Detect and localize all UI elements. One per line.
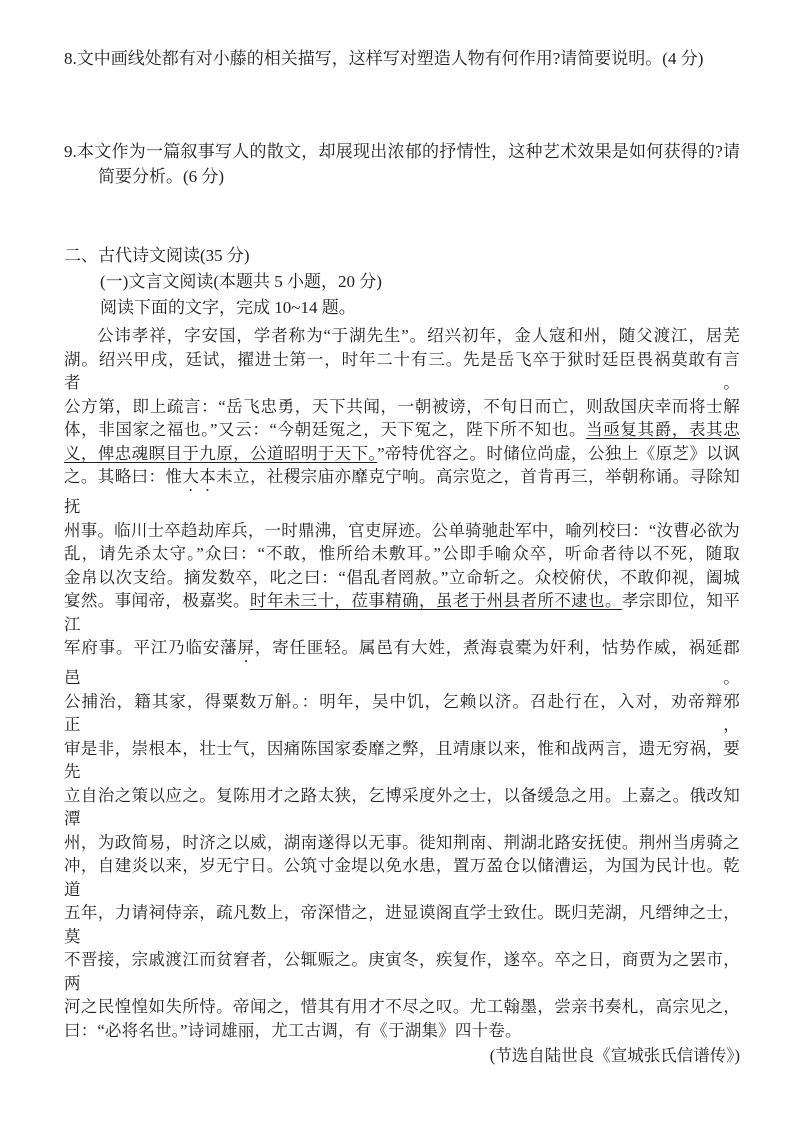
passage-line	[64, 854, 740, 901]
underlined-text: 时年未三十，莅事精确，虽老于州县者所不逮也。	[249, 591, 622, 610]
passage-text: 审是非，崇根本，壮士气，因痛陈国家委靡之弊，且靖康以来，惟和战两言，遗无穷祸，要先	[64, 738, 740, 781]
passage-text: 五年，力请祠侍亲，疏凡数上，帝深惜之，进显谟阁直学士致仕。既归芜湖，凡缙绅之士，莫	[64, 903, 740, 946]
passage-text: ”帝特优容之。时储位尚虚，公独上《原芝》以讽	[377, 443, 740, 463]
passage-line	[64, 348, 740, 395]
passage-text: 州事。临川士卒趋劫库兵，一时鼎沸，官吏屏迹。公单骑驰赴军中，喻列校曰：“汝曹必欲为	[64, 520, 740, 540]
passage	[64, 324, 740, 1068]
passage-text: 立自治之策以应之。复陈用才之路太狭，乞博采度外之士，以备缓急之用。上嘉之。俄改知潭	[64, 785, 740, 828]
passage-text: 州，为政简易，时济之以威，湖南遂得以无事。徙知荆南、荆湖北路安抚使。荆州当虏骑之	[64, 832, 740, 852]
passage-line	[64, 737, 740, 784]
passage-line	[64, 395, 740, 419]
underlined-text: 当亟复其爵，表其忠	[586, 420, 740, 439]
passage-line	[64, 519, 740, 543]
passage-line	[64, 784, 740, 831]
passage-line	[64, 636, 740, 690]
passage-line	[64, 1019, 740, 1043]
passage-text: 军府事。平江乃临安藩	[64, 638, 238, 657]
question-9-number: 9.	[64, 142, 77, 161]
passage-text: 公讳孝祥，字安国，学者称为“于湖先生”。绍兴初年，金人寇和州，随父渡江，居芜	[97, 326, 740, 345]
passage-line	[64, 324, 740, 348]
passage-text: ，寄任匪轻。属邑有大姓，煮海袁橐为奸利，怙势作威，祸延郡邑。	[64, 638, 741, 687]
passage-attribution: (节选自陆世良《宣城张氏信谱传》)	[489, 1046, 740, 1065]
passage-text: 不晋接，宗戚渡江而贫窘者，公辄赈之。庚寅冬，疾复作，遂卒。卒之日，商贾为之罢市，两	[64, 950, 740, 993]
passage-text: 未立，社稷宗庙亦靡克宁响。高宗览之，首肯再三，举朝称诵。寻除知抚	[64, 467, 740, 516]
passage-text: 之。其略曰：惟	[64, 467, 183, 486]
passage-line	[64, 948, 740, 995]
passage-text: 孝宗即位，知平江	[64, 591, 740, 634]
passage-line	[64, 465, 740, 519]
question-8	[64, 46, 740, 71]
passage-text: 河之民惶惶如失所恃。帝闻之，惜其有用才不尽之叹。尤工翰墨，尝亲书奏札，高宗见之，	[64, 997, 740, 1016]
passage-line	[64, 566, 740, 590]
question-9	[64, 139, 740, 189]
passage-line	[64, 995, 740, 1019]
question-9-line2: 简要分析。(6 分)	[98, 167, 225, 186]
passage-text: 曰：“必将名世。”诗词雄丽，尤工古调，有《于湖集》四十卷。	[64, 1020, 522, 1040]
section-header	[64, 243, 740, 321]
emphasis-dotted-text: 大本	[182, 467, 217, 486]
passage-lines	[64, 324, 740, 1042]
passage-text: 金帛以次支给。摘发数卒，叱之曰：“倡乱者罔赦。”立命斩之。众校俯伏，不敢仰视，阖城	[64, 567, 740, 587]
section-subsection: (一)文言文阅读(本题共 5 小题，20 分)	[100, 272, 382, 291]
section-title: 二、古代诗文阅读(35 分)	[64, 246, 250, 265]
emphasis-dotted-text: 屏	[237, 638, 255, 657]
passage-line	[64, 442, 740, 466]
question-9-line1	[64, 139, 740, 164]
passage-text: 乱，请先杀太守。”众曰：“不敢，惟所给未敷耳。”公即手喻众卒，听命者待以不死，随取	[64, 544, 740, 563]
passage-line	[64, 418, 740, 442]
passage-line	[64, 901, 740, 948]
passage-line	[64, 831, 740, 855]
question-8-number: 8.	[64, 49, 77, 68]
question-9-text: 本文作为一篇叙事写人的散文，却展现出浓郁的抒情性，这种艺术效果是如何获得的?请	[76, 142, 740, 161]
underlined-text: 义，俾忠魂瞑目于九原，公道昭明于天下。	[64, 443, 378, 463]
passage-text: 宴然。事闻帝，极嘉奖。	[64, 591, 250, 610]
question-8-text: 文中画线处都有对小藤的相关描写，这样写对塑造人物有何作用?请简要说明。(4 分)	[76, 49, 704, 68]
passage-text: 公方第，即上疏言：“岳飞忠勇，天下共闻，一朝被谤，不旬日而亡，则敌国庆幸而将士解	[64, 396, 740, 416]
passage-line	[64, 690, 740, 737]
passage-text: 湖。绍兴甲戌，廷试，擢进士第一，时年二十有三。先是岳飞卒于狱时廷臣畏祸莫敢有言者。	[64, 349, 740, 392]
passage-line	[64, 589, 740, 636]
section-instruction: 阅读下面的文字，完成 10~14 题。	[100, 298, 356, 317]
passage-text: 冲，自建炎以来，岁无宁日。公筑寸金堤以免水患，置万盈仓以储漕运，为国为民计也。乾道	[64, 856, 740, 899]
passage-text: 体，非国家之福也。”又云：“今朝廷冤之，天下冤之，陛下所不知也。	[64, 420, 587, 439]
passage-text: 公捕治，籍其家，得粟数万斛。：明年，吴中饥，乞赖以济。召赴行在，入对，劝帝辩邪正，	[64, 691, 740, 734]
passage-line	[64, 542, 740, 566]
